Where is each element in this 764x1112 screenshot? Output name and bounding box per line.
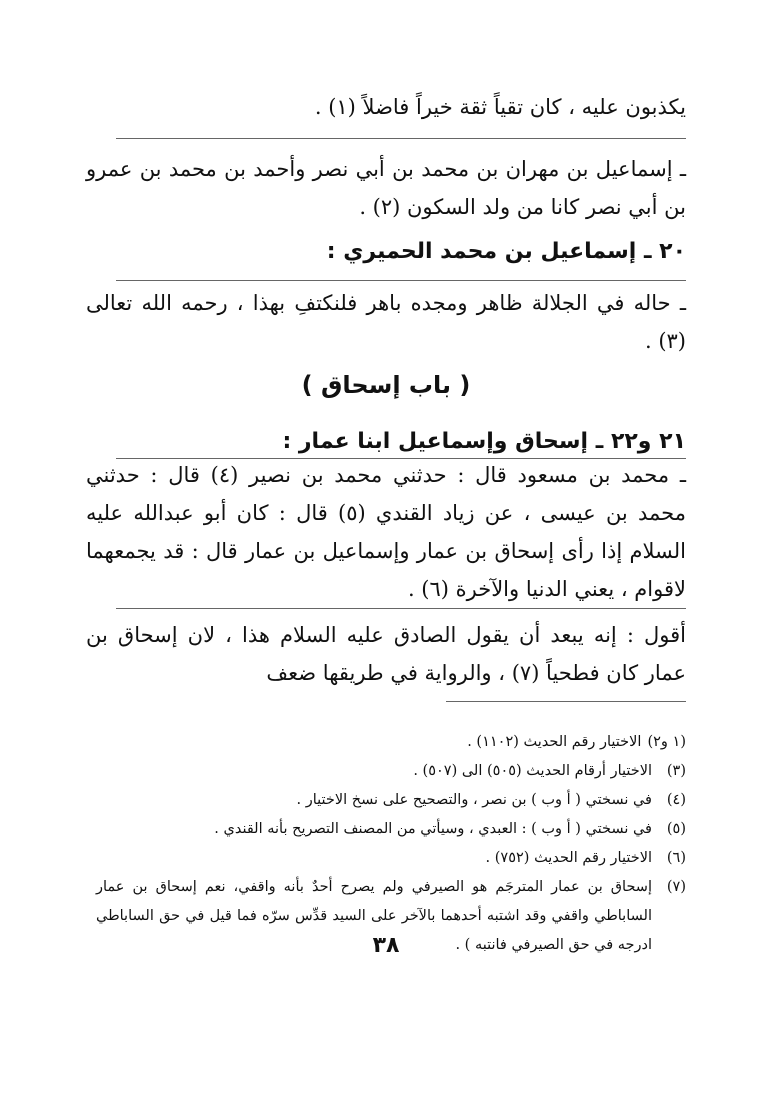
footnote-1-2 xyxy=(96,728,686,757)
footnote-3 xyxy=(96,757,686,786)
footnote-6 xyxy=(96,844,686,873)
footnotes xyxy=(96,728,686,960)
footnote-text: الاختيار رقم الحديث (٧٥٢) . xyxy=(485,850,652,866)
footnote-5 xyxy=(96,815,686,844)
paragraph-3: ـ حاله في الجلالة ظاهر ومجده باهر فلنكتفِ بهذا ، رحمه الله تعالى (٣) . xyxy=(86,291,686,353)
footnote-text: الاختيار أرقام الحديث (٥٠٥) الى (٥٠٧) . xyxy=(413,763,652,779)
entry-heading-21-22: ٢١ و٢٢ ـ إسحاق وإسماعيل ابنا عمار : xyxy=(282,429,686,454)
footnote-text: الاختيار رقم الحديث (١١٠٢) . xyxy=(467,734,642,750)
footnote-number: (٥) xyxy=(666,821,686,837)
footnote-number: (٤) xyxy=(666,792,686,808)
entry-heading-20: ٢٠ ـ إسماعيل بن محمد الحميري : xyxy=(326,239,686,264)
book-page xyxy=(86,88,686,1078)
footnote-text: في نسختي ( أ وب ) : العبدي ، وسيأتي من المصنف التصريح بأنه القندي . xyxy=(214,821,652,837)
footnote-number: (١ و٢) xyxy=(647,734,686,750)
footnote-text: في نسختي ( أ وب ) بن نصر ، والتصحيح على نسخ الاختيار . xyxy=(296,792,652,808)
footnote-text: إسحاق بن عمار المترجَم هو الصيرفي ولم يصرح أحدٌ بأنه واقفي، نعم إسحاق بن عمار الساباطي واقفي وقد اشتبه أحدهما بالآخر على السيد قدِّس سرّه فما قيل في حق الساباطي ادرجه في حق الصيرفي فانتبه ) . xyxy=(96,879,652,953)
paragraph-4: ـ محمد بن مسعود قال : حدثني محمد بن نصير (٤) قال : حدثني محمد بن عيسى ، عن زياد القندي (٥) قال : كان أبو عبدالله عليه السلام إذا رأى إسحاق بن عمار وإسماعيل بن عمار قال : قد يجمعهما لاقوام ، يعني الدنيا والآخرة (٦) . xyxy=(86,463,686,601)
section-title: ( باب إسحاق ) xyxy=(301,371,471,399)
separator-line xyxy=(116,138,686,139)
paragraph-5: أقول : إنه يبعد أن يقول الصادق عليه السلام هذا ، لان إسحاق بن عمار كان فطحياً (٧) ، والرواية في طريقها ضعف xyxy=(86,623,686,685)
footnote-4 xyxy=(96,786,686,815)
footnote-number: (٧) xyxy=(666,879,686,895)
paragraph-1: يكذبون عليه ، كان تقياً ثقة خيراً فاضلاً (١) . xyxy=(314,95,686,119)
footnote-number: (٣) xyxy=(666,763,686,779)
footnote-number: (٦) xyxy=(666,850,686,866)
separator-line xyxy=(116,280,686,281)
paragraph-2: ـ إسماعيل بن مهران بن محمد بن أبي نصر وأحمد بن محمد بن عمرو بن أبي نصر كانا من ولد السكون (٢) . xyxy=(86,157,686,219)
page-number: ٣٨ xyxy=(372,933,400,958)
footnote-divider xyxy=(446,701,686,702)
separator-line xyxy=(116,608,686,609)
